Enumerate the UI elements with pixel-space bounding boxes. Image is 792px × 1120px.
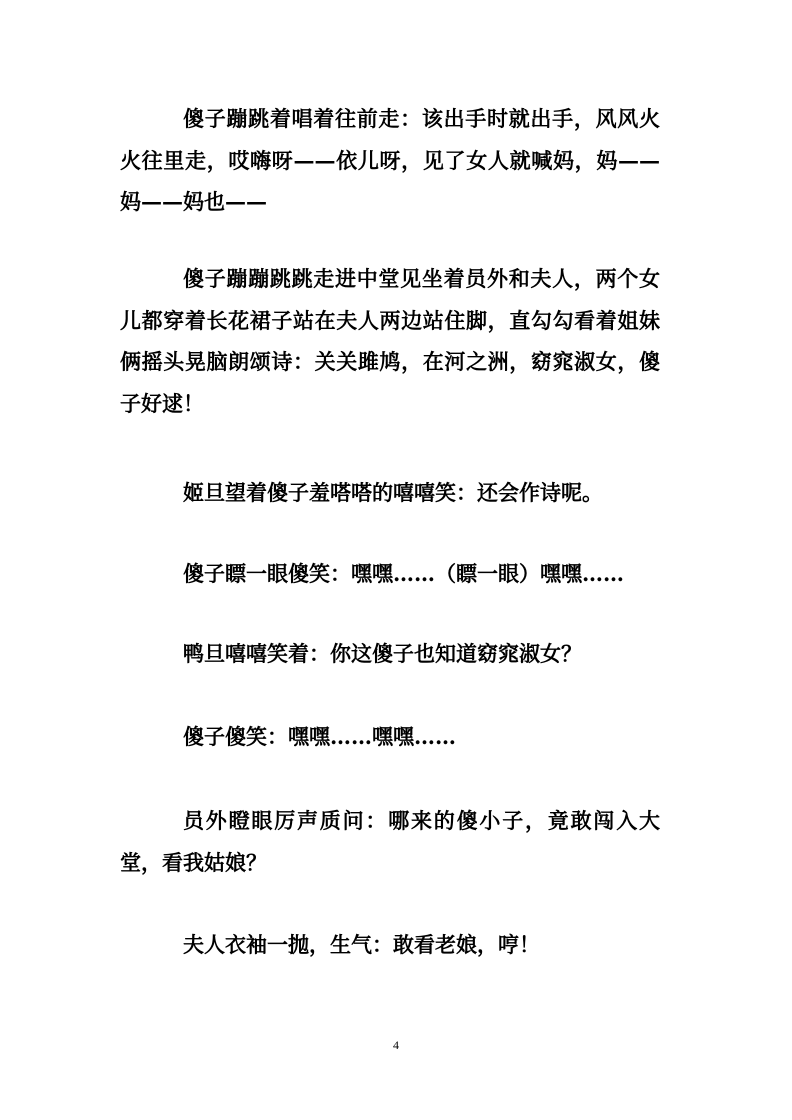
paragraph-3: 姬旦望着傻子羞嗒嗒的嘻嘻笑：还会作诗呢。 <box>183 480 603 505</box>
paragraph-4: 傻子瞟一眼傻笑：嘿嘿……（瞟一眼）嘿嘿…… <box>183 561 624 586</box>
paragraph-1: 傻子蹦跳着唱着往前走：该出手时就出手，风风火火往里走，哎嗨呀——依儿呀，见了女人就喊妈，妈——妈——妈也—— <box>120 106 660 214</box>
paragraph-6: 傻子傻笑：嘿嘿……嘿嘿…… <box>183 724 456 749</box>
paragraph-2: 傻子蹦蹦跳跳走进中堂见坐着员外和夫人，两个女儿都穿着长花裙子站在夫人两边站住脚，直勾勾看着姐妹俩摇头晃脑朗颂诗：关关雎鸠，在河之洲，窈窕淑女，傻子好逑！ <box>120 266 660 416</box>
paragraph-7: 员外瞪眼厉声质问：哪来的傻小子，竟敢闯入大堂，看我姑娘？ <box>120 808 660 875</box>
paragraph-8: 夫人衣袖一抛，生气：敢看老娘，哼！ <box>183 932 540 957</box>
page-number: 4 <box>393 1038 399 1052</box>
paragraph-5: 鸭旦嘻嘻笑着：你这傻子也知道窈窕淑女？ <box>183 641 582 666</box>
